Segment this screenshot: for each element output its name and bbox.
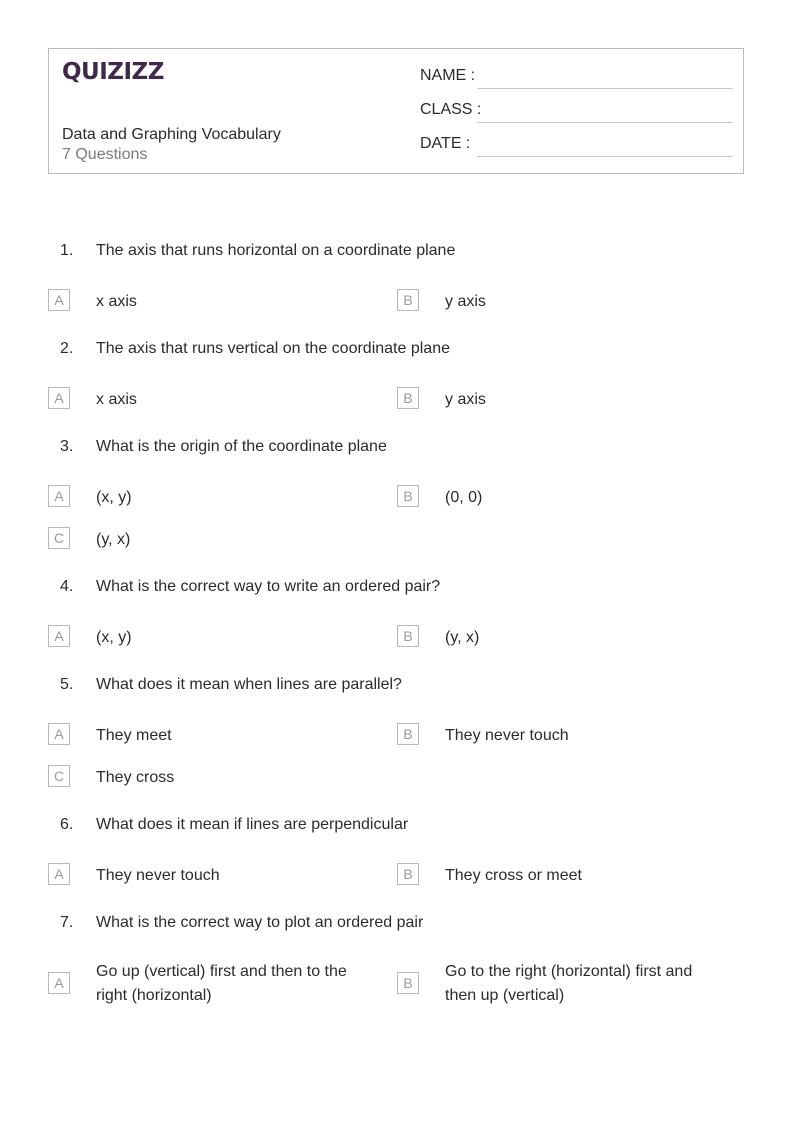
worksheet-title: Data and Graphing Vocabulary — [62, 126, 281, 143]
name-label: NAME : — [420, 67, 476, 84]
option-text: x axis — [96, 293, 137, 310]
question-text: What does it mean if lines are perpendicular — [96, 816, 409, 833]
option-text: Go to the right (horizontal) first and then up (vertical) — [445, 963, 693, 1004]
question-text: The axis that runs vertical on the coordinate plane — [96, 340, 450, 357]
option-letter-box: C — [48, 765, 70, 787]
option-letter-box: A — [48, 723, 70, 745]
option-text: They cross — [96, 769, 175, 786]
option-letter-box: B — [397, 625, 419, 647]
option-letter-box: A — [48, 863, 70, 885]
option-text: (0, 0) — [445, 489, 483, 506]
name-line — [477, 88, 733, 89]
option-text: y axis — [445, 293, 486, 310]
option-text: They never touch — [96, 867, 220, 884]
question-text: What is the origin of the coordinate plane — [96, 438, 387, 455]
class-field — [420, 101, 733, 125]
question-number: 2. — [60, 340, 74, 357]
date-field — [420, 135, 733, 159]
option-letter-box: A — [48, 289, 70, 311]
question-number: 6. — [60, 816, 74, 833]
question-text: What is the correct way to plot an ordered pair — [96, 914, 424, 931]
option-letter-box: B — [397, 723, 419, 745]
option-text: (y, x) — [445, 629, 480, 646]
name-field — [420, 67, 733, 91]
date-label: DATE : — [420, 135, 471, 152]
option-text: (y, x) — [96, 531, 131, 548]
option-text: (x, y) — [96, 489, 132, 506]
class-label: CLASS : — [420, 101, 482, 118]
option-letter-box: A — [48, 485, 70, 507]
option-text: They meet — [96, 727, 172, 744]
worksheet-header — [48, 48, 744, 174]
question-text: What does it mean when lines are parallel? — [96, 676, 402, 693]
option-letter-box: B — [397, 387, 419, 409]
class-line — [477, 122, 733, 123]
option-letter-box: A — [48, 625, 70, 647]
quizizz-logo: QUIZIZZ — [62, 59, 164, 85]
question-number: 4. — [60, 578, 74, 595]
question-count: 7 Questions — [62, 146, 148, 163]
question-text: What is the correct way to write an ordered pair? — [96, 578, 441, 595]
option-letter-box: A — [48, 387, 70, 409]
date-line — [477, 156, 733, 157]
question-number: 1. — [60, 242, 74, 259]
option-letter-box: B — [397, 289, 419, 311]
option-letter-box: B — [397, 863, 419, 885]
option-letter-box: C — [48, 527, 70, 549]
option-text: (x, y) — [96, 629, 132, 646]
option-letter-box: A — [48, 972, 70, 994]
question-number: 7. — [60, 914, 74, 931]
question-number: 3. — [60, 438, 74, 455]
question-text: The axis that runs horizontal on a coordinate plane — [96, 242, 456, 259]
option-text: y axis — [445, 391, 486, 408]
option-letter-box: B — [397, 485, 419, 507]
option-text: Go up (vertical) first and then to the right (horizontal) — [96, 963, 347, 1004]
option-text: x axis — [96, 391, 137, 408]
question-number: 5. — [60, 676, 74, 693]
option-text: They cross or meet — [445, 867, 582, 884]
option-letter-box: B — [397, 972, 419, 994]
option-text: They never touch — [445, 727, 569, 744]
